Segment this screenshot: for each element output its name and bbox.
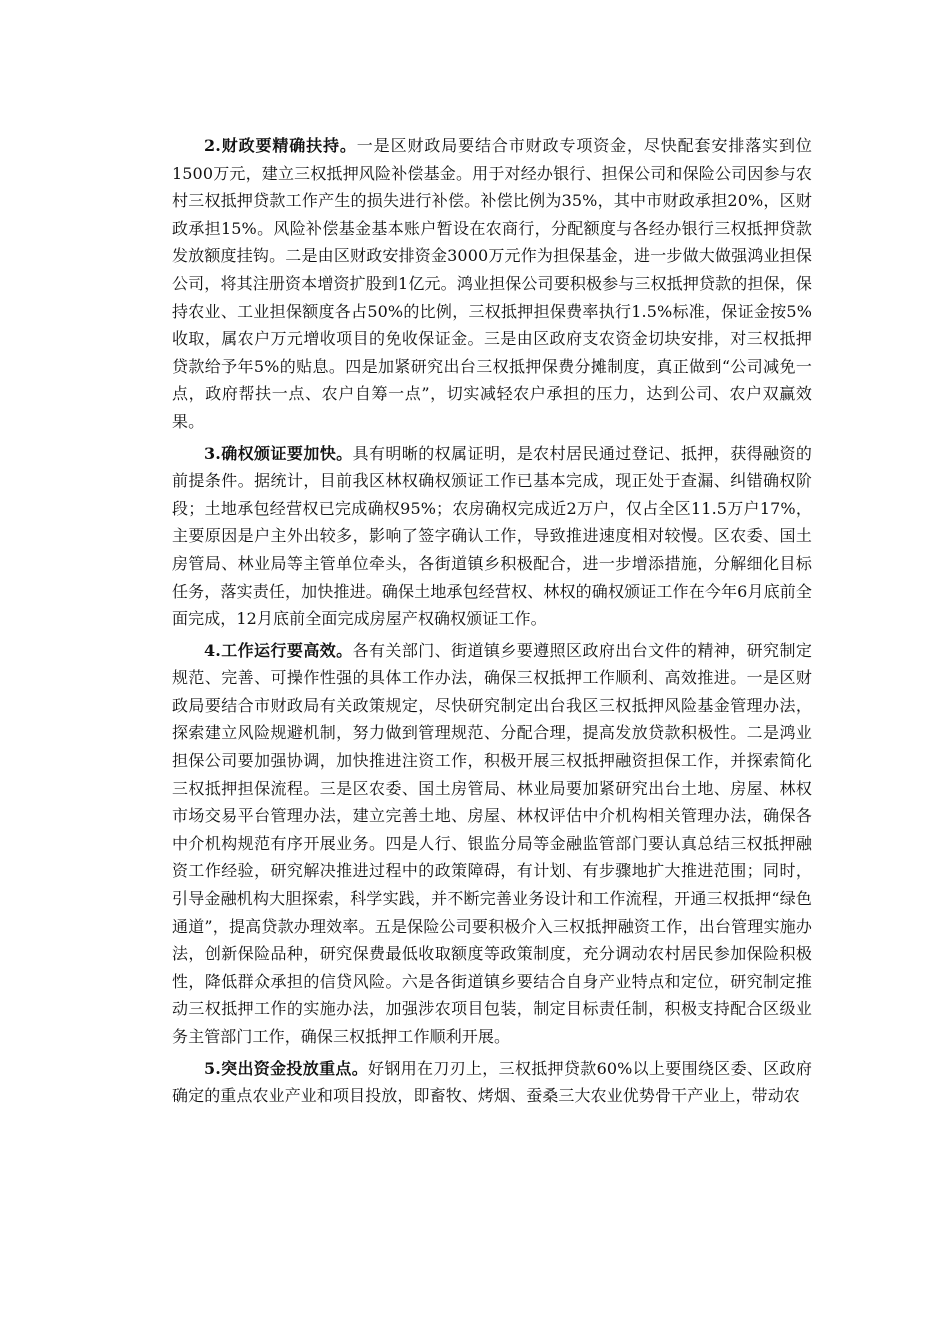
paragraph-rights-certification bbox=[172, 440, 812, 633]
paragraph-heading: 4.工作运行要高效。 bbox=[204, 640, 353, 660]
paragraph-heading: 5.突出资金投放重点。 bbox=[204, 1058, 369, 1078]
paragraph-funding-priorities bbox=[172, 1055, 812, 1110]
paragraph-work-efficiency bbox=[172, 637, 812, 1051]
paragraph-body: 各有关部门、街道镇乡要遵照区政府出台文件的精神，研究制定规范、完善、可操作性强的具体工作办法，确保三权抵押工作顺利、高效推进。一是区财政局要结合市财政局有关政策规定，尽快研究制定出台我区三权抵押风险基金管理办法，探索建立风险规避机制，努力做到管理规范、分配合理，提高发放贷款积极性。二是鸿业担保公司要加强协调，加快推进注资工作，积极开展三权抵押融资担保工作，并探索简化三权抵押担保流程。三是区农委、国土房管局、林业局要加紧研究出台土地、房屋、林权市场交易平台管理办法，建立完善土地、房屋、林权评估中介机构相关管理办法，确保各中介机构规范有序开展业务。四是人行、银监分局等金融监管部门要认真总结三权抵押融资工作经验，研究解决推进过程中的政策障碍，有计划、有步骤地扩大推进范围；同时，引导金融机构大胆探索，科学实践，并不断完善业务设计和工作流程，开通三权抵押“绿色通道”，提高贷款办理效率。五是保险公司要积极介入三权抵押融资工作，出台管理实施办法，创新保险品种，研究保费最低收取额度等政策制度，充分调动农村居民参加保险积极性，降低群众承担的信贷风险。六是各街道镇乡要结合自身产业特点和定位，研究制定推动三权抵押工作的实施办法，加强涉农项目包装，制定目标责任制，积极支持配合区级业务主管部门工作，确保三权抵押工作顺利开展。 bbox=[172, 640, 812, 1046]
paragraph-body: 具有明晰的权属证明，是农村居民通过登记、抵押，获得融资的前提条件。据统计，目前我区林权确权颁证工作已基本完成，现正处于查漏、纠错确权阶段；土地承包经营权已完成确权95%；农房确权完成近2万户，仅占全区11.5万户17%，主要原因是户主外出较多，影响了签字确认工作，导致推进速度相对较慢。区农委、国土房管局、林业局等主管单位牵头，各街道镇乡积极配合，进一步增添措施，分解细化目标任务，落实责任，加快推进。确保土地承包经营权、林权的确权颁证工作在今年6月底前全面完成，12月底前全面完成房屋产权确权颁证工作。 bbox=[172, 443, 812, 629]
paragraph-body: 好钢用在刀刃上，三权抵押贷款60%以上要围绕区委、区政府确定的重点农业产业和项目投放，即畜牧、烤烟、蚕桑三大农业优势骨干产业上，带动农 bbox=[172, 1058, 812, 1106]
paragraph-heading: 3.确权颁证要加快。 bbox=[204, 443, 353, 463]
paragraph-finance-support bbox=[172, 132, 812, 436]
document-page bbox=[172, 132, 812, 1110]
paragraph-heading: 2.财政要精确扶持。 bbox=[204, 136, 357, 155]
paragraph-body: 一是区财政局要结合市财政专项资金，尽快配套安排落实到位1500万元，建立三权抵押风险补偿基金。用于对经办银行、担保公司和保险公司因参与农村三权抵押贷款工作产生的损失进行补偿。补偿比例为35%，其中市财政承担20%，区财政承担15%。风险补偿基金基本账户暂设在农商行，分配额度与各经办银行三权抵押贷款发放额度挂钩。二是由区财政安排资金3000万元作为担保基金，进一步做大做强鸿业担保公司，将其注册资本增资扩股到1亿元。鸿业担保公司要积极参与三权抵押贷款的担保，保持农业、工业担保额度各占50%的比例，三权抵押担保费率执行1.5%标准，保证金按5%收取，属农户万元增收项目的免收保证金。三是由区政府支农资金切块安排，对三权抵押贷款给予年5%的贴息。四是加紧研究出台三权抵押保费分摊制度，真正做到“公司减免一点，政府帮扶一点、农户自筹一点”，切实减轻农户承担的压力，达到公司、农户双赢效果。 bbox=[172, 136, 812, 431]
